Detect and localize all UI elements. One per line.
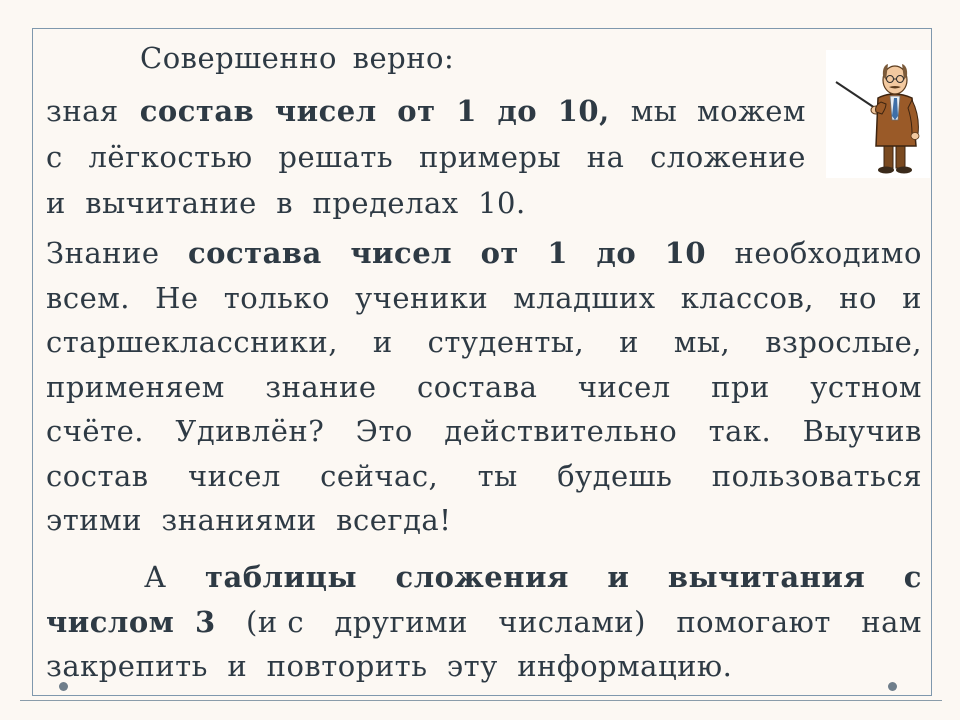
word: Это bbox=[355, 414, 413, 448]
word: числами) bbox=[498, 604, 646, 639]
word: лёгкостью bbox=[88, 140, 253, 174]
word: ты bbox=[477, 458, 518, 493]
bold-phrase: состав чисел от 1 до 10, bbox=[139, 94, 610, 128]
paragraph-3-line-3: закрепить и повторить эту информацию. bbox=[46, 649, 733, 683]
bold-word: таблицы bbox=[204, 560, 358, 594]
word: счёте. bbox=[46, 414, 145, 448]
paragraph-2-line-4 bbox=[46, 365, 922, 410]
word: при bbox=[711, 369, 770, 404]
word: младших bbox=[513, 280, 656, 315]
word: нам bbox=[861, 604, 922, 639]
word: всем. bbox=[46, 280, 131, 315]
word: старшеклассники, bbox=[46, 325, 338, 359]
paragraph-2-line-1 bbox=[46, 231, 922, 276]
bold-word: состава bbox=[187, 236, 322, 270]
word: Выучив bbox=[802, 414, 922, 448]
word: устном bbox=[810, 369, 922, 404]
word: помогают bbox=[676, 604, 831, 639]
word: решать bbox=[278, 140, 394, 174]
paragraph-1-line-1 bbox=[46, 88, 806, 134]
paragraph-2-line-2 bbox=[46, 276, 922, 321]
word: Не bbox=[155, 280, 199, 315]
bold-word: с bbox=[903, 560, 922, 594]
bold-word: от bbox=[480, 236, 519, 270]
word: Знание bbox=[46, 236, 160, 270]
word: так. bbox=[708, 414, 772, 448]
word: состав bbox=[46, 458, 149, 493]
word: применяем bbox=[46, 369, 225, 404]
bold-word: до bbox=[596, 236, 637, 270]
bold-word: сложения bbox=[395, 560, 569, 594]
word: мы, bbox=[673, 325, 731, 359]
word: и bbox=[372, 325, 393, 359]
word: ученики bbox=[355, 280, 489, 315]
word: сейчас, bbox=[320, 458, 439, 493]
word: пользоваться bbox=[711, 458, 922, 493]
word: А bbox=[144, 560, 167, 594]
word: но bbox=[839, 280, 877, 315]
paragraph-1 bbox=[46, 88, 806, 226]
bold-word: и bbox=[607, 560, 630, 594]
paragraph-2-line-7: этими знаниями всегда! bbox=[46, 503, 452, 537]
word: на bbox=[586, 140, 625, 174]
paragraph-1-line-3: и вычитание в пределах 10. bbox=[46, 186, 526, 220]
word: чисел bbox=[577, 369, 671, 404]
paragraph-2-line-6 bbox=[46, 454, 922, 499]
word: только bbox=[223, 280, 331, 315]
paragraph-2-line-5 bbox=[46, 409, 922, 454]
paragraph-2-line-3 bbox=[46, 320, 922, 365]
word: состава bbox=[416, 369, 538, 404]
word: знание bbox=[265, 369, 377, 404]
word: сложение bbox=[650, 140, 806, 174]
bold-phrase: числом 3 bbox=[46, 604, 216, 639]
paragraph-1-line-2 bbox=[46, 134, 806, 180]
word: зная bbox=[46, 94, 119, 128]
teacher-illustration bbox=[826, 50, 930, 178]
heading: Совершенно верно: bbox=[140, 41, 455, 75]
word: примеры bbox=[418, 140, 562, 174]
word: необходимо bbox=[734, 236, 922, 270]
word: студенты, bbox=[427, 325, 585, 359]
word: мы можем bbox=[630, 94, 806, 128]
paragraph-2 bbox=[46, 231, 922, 543]
bold-word: вычитания bbox=[667, 560, 866, 594]
paragraph-3 bbox=[46, 555, 922, 689]
bold-word: 10 bbox=[664, 236, 707, 270]
bold-word: чисел bbox=[350, 236, 453, 270]
word: действительно bbox=[444, 414, 678, 448]
word: другими bbox=[334, 604, 468, 639]
word: классов, bbox=[680, 280, 815, 315]
word: с bbox=[46, 140, 63, 174]
word: будешь bbox=[557, 458, 673, 493]
word: чисел bbox=[187, 458, 281, 493]
paragraph-3-line-2 bbox=[46, 600, 922, 645]
word: и bbox=[902, 280, 922, 315]
word: (и с bbox=[246, 604, 305, 639]
slide-bottom-rule bbox=[20, 700, 942, 701]
word: и bbox=[619, 325, 639, 359]
paragraph-3-line-1 bbox=[46, 555, 922, 600]
word: Удивлён? bbox=[175, 414, 325, 448]
word: взрослые, bbox=[765, 325, 922, 359]
teacher-with-pointer-icon bbox=[826, 50, 930, 178]
bold-word: 1 bbox=[547, 236, 569, 270]
